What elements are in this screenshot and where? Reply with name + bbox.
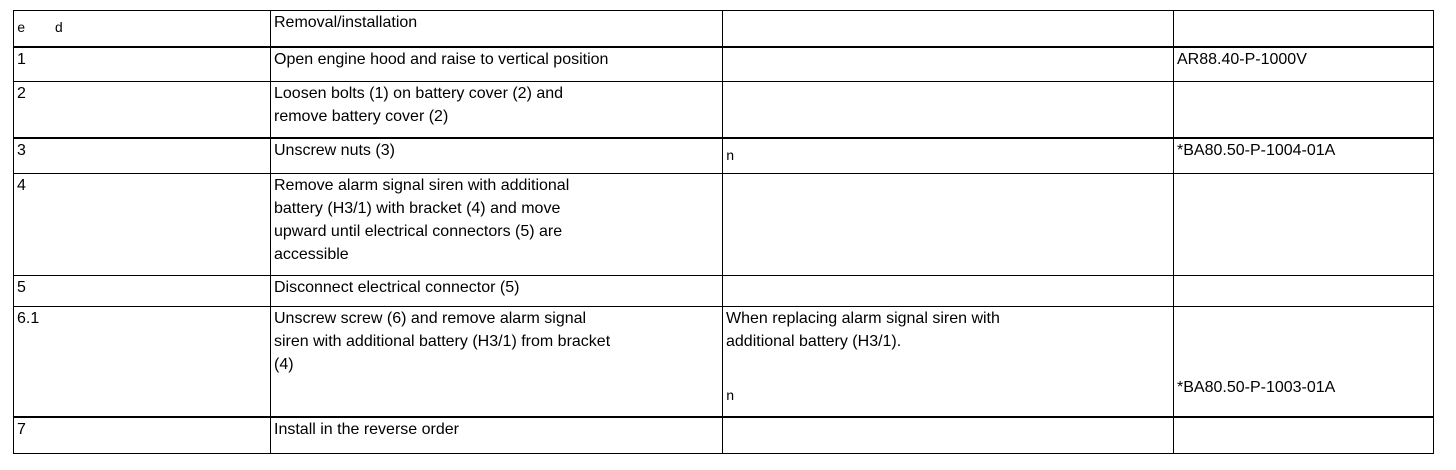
step-action-line: accessible	[274, 246, 349, 263]
step-number: 2	[14, 82, 271, 138]
header-marker: e d	[17, 21, 65, 37]
step-action	[271, 82, 723, 138]
step-action-line: upward until electrical connectors (5) are	[274, 223, 563, 240]
step-action-line: Remove alarm signal siren with additional	[274, 177, 570, 194]
header-title: Removal/installation	[274, 14, 418, 31]
table-row	[14, 276, 1434, 307]
table-row	[14, 138, 1434, 174]
step-note	[723, 174, 1174, 276]
step-reference	[1174, 276, 1434, 307]
table-row	[14, 307, 1434, 417]
table-row	[14, 174, 1434, 276]
step-note	[723, 138, 1174, 174]
step-reference	[1174, 417, 1434, 454]
step-note	[723, 307, 1174, 417]
step-number: 6.1	[14, 307, 271, 417]
step-note	[723, 82, 1174, 138]
note-symbol: n	[726, 148, 735, 165]
step-number: 5	[14, 276, 271, 307]
header-cell-col3	[723, 11, 1174, 47]
step-action-line: (4)	[274, 356, 294, 373]
step-reference-text: *BA80.50-P-1003-01A	[1177, 379, 1336, 396]
step-action: Disconnect electrical connector (5)	[271, 276, 723, 307]
header-cell-col4	[1174, 11, 1434, 47]
step-note-line: additional battery (H3/1).	[726, 333, 902, 350]
step-note	[723, 417, 1174, 454]
step-reference: *BA80.50-P-1004-01A	[1174, 138, 1434, 174]
step-note	[723, 47, 1174, 82]
step-number: 4	[14, 174, 271, 276]
header-row	[14, 11, 1434, 47]
note-symbol: n	[726, 389, 735, 405]
step-note-line: When replacing alarm signal siren with	[726, 310, 1000, 327]
header-cell-col2	[271, 11, 723, 47]
step-action	[271, 174, 723, 276]
procedure-table	[13, 10, 1434, 454]
step-reference	[1174, 82, 1434, 138]
step-action-line: siren with additional battery (H3/1) from bracket	[274, 333, 611, 350]
step-action: Open engine hood and raise to vertical position	[271, 47, 723, 82]
step-action-line: battery (H3/1) with bracket (4) and move	[274, 200, 561, 217]
table-row	[14, 47, 1434, 82]
step-action-line: Loosen bolts (1) on battery cover (2) and	[274, 85, 564, 102]
header-cell-col1	[14, 11, 271, 47]
step-number: 1	[14, 47, 271, 82]
step-reference	[1174, 174, 1434, 276]
table-row	[14, 82, 1434, 138]
step-note	[723, 276, 1174, 307]
step-action-line: Unscrew screw (6) and remove alarm signal	[274, 310, 587, 327]
step-action: Unscrew nuts (3)	[271, 138, 723, 174]
table-row	[14, 417, 1434, 454]
step-reference: AR88.40-P-1000V	[1174, 47, 1434, 82]
step-number: 3	[14, 138, 271, 174]
step-action	[271, 307, 723, 417]
step-action: Install in the reverse order	[271, 417, 723, 454]
step-number: 7	[14, 417, 271, 454]
step-action-line: remove battery cover (2)	[274, 108, 449, 125]
step-reference	[1174, 307, 1434, 417]
